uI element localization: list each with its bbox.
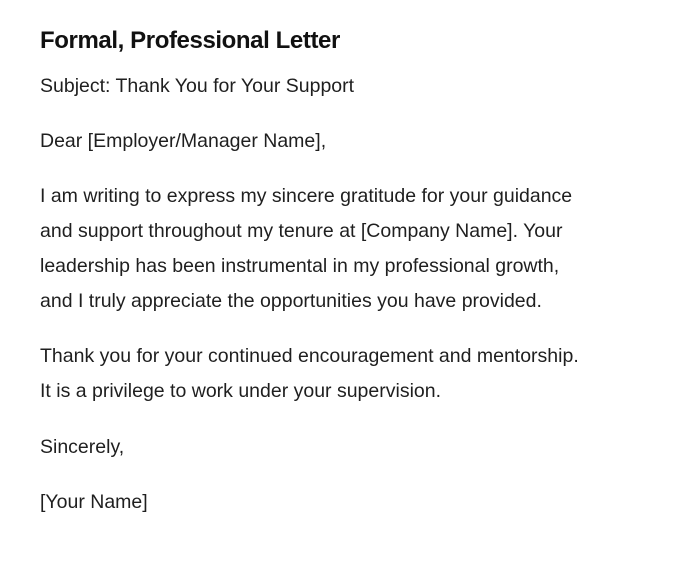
subject-line: Subject: Thank You for Your Support — [40, 75, 355, 97]
body-paragraph-1 — [40, 179, 572, 319]
body-paragraph-2 — [40, 339, 579, 409]
body-paragraph-1-line: and support throughout my tenure at [Company Name]. Your — [40, 220, 563, 242]
body-paragraph-2-line: It is a privilege to work under your supervision. — [40, 380, 442, 402]
body-paragraph-1-line: leadership has been instrumental in my professional growth, — [40, 255, 560, 277]
letter-title: Formal, Professional Letter — [40, 27, 340, 54]
body-paragraph-1-line: and I truly appreciate the opportunities you have provided. — [40, 290, 542, 312]
body-paragraph-1-line: I am writing to express my sincere gratitude for your guidance — [40, 185, 573, 207]
signature: [Your Name] — [40, 491, 148, 513]
closing: Sincerely, — [40, 436, 125, 458]
salutation: Dear [Employer/Manager Name], — [40, 130, 327, 152]
body-paragraph-2-line: Thank you for your continued encouragement and mentorship. — [40, 345, 579, 367]
